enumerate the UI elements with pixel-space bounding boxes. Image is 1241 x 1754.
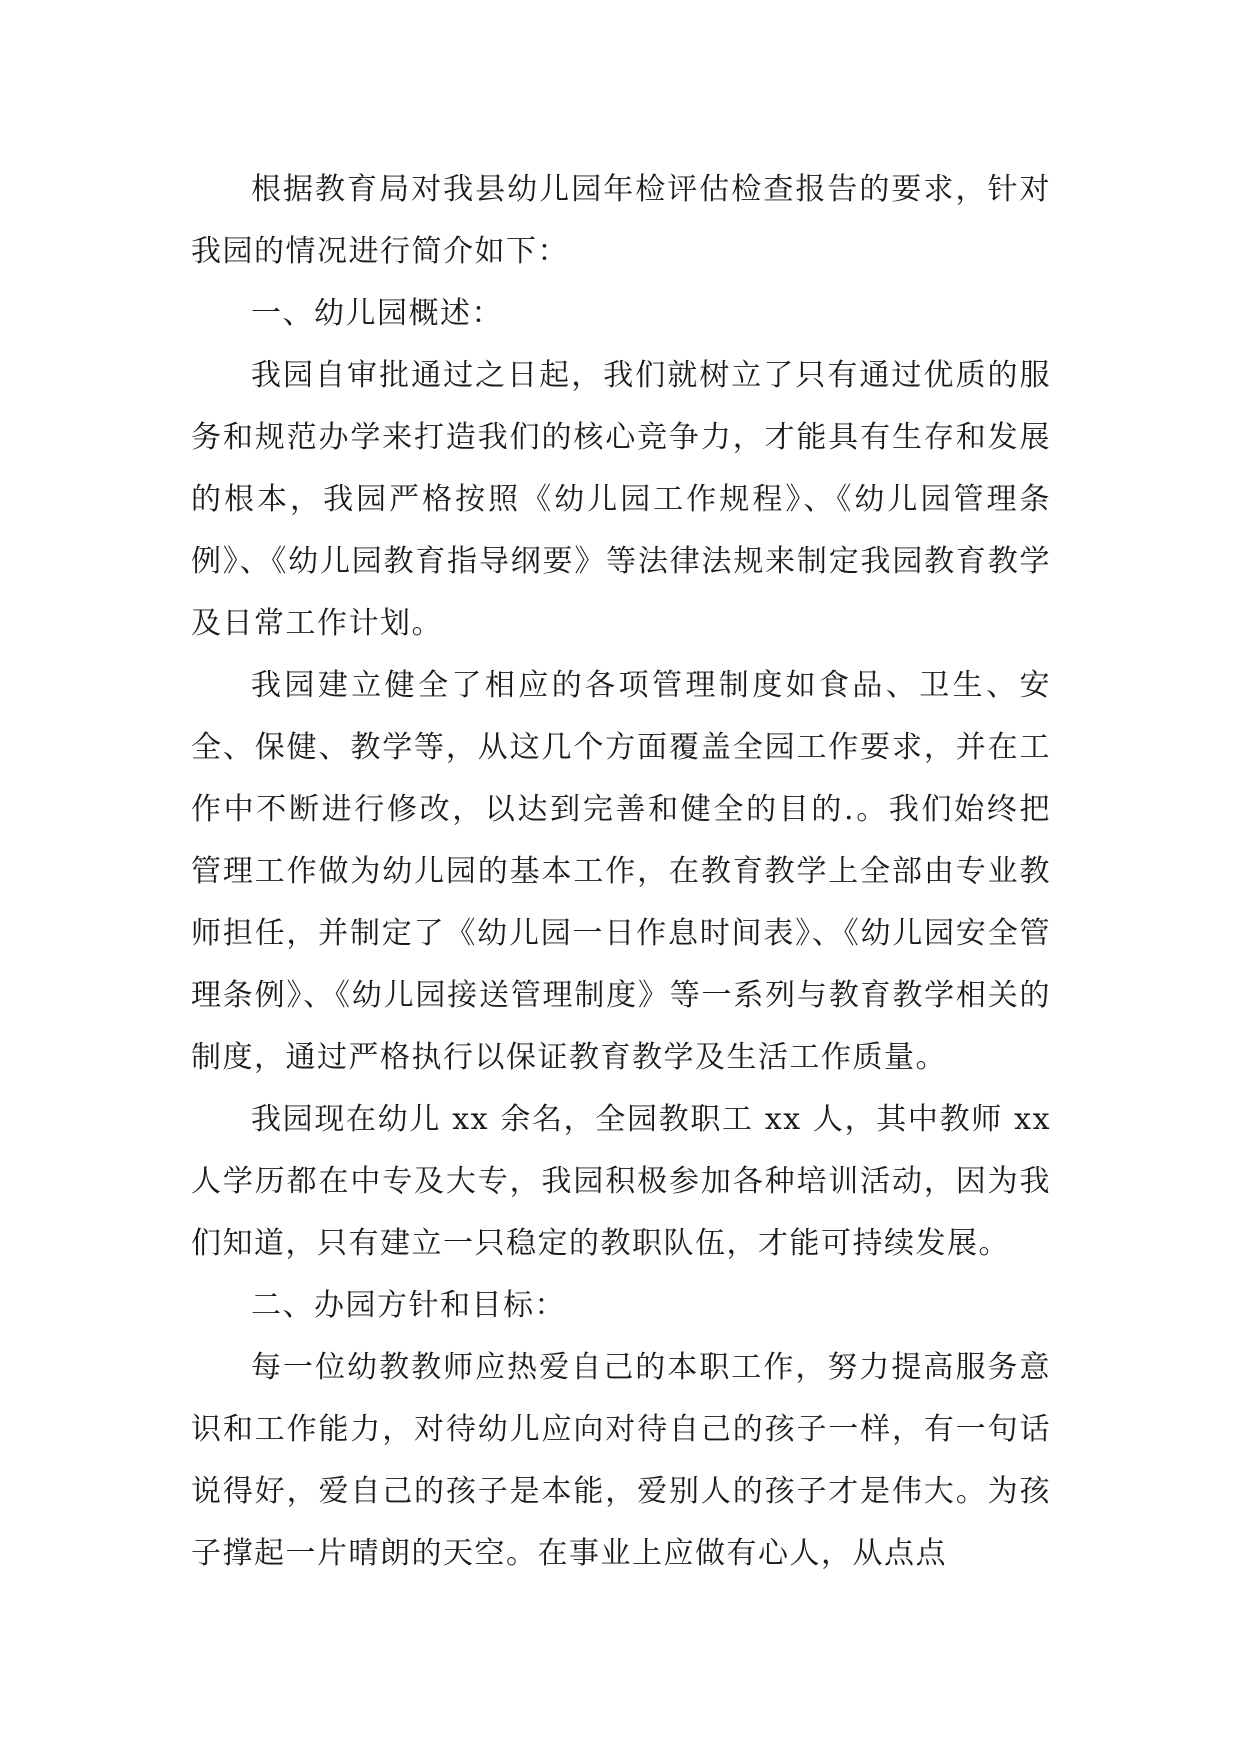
paragraph-policy: 每一位幼教教师应热爱自己的本职工作，努力提高服务意识和工作能力，对待幼儿应向对待自己的孩子一样，有一句话说得好，爱自己的孩子是本能，爱别人的孩子才是伟大。为孩子撑起一片晴朗的天空。在事业上应做有心人，从点点 — [191, 1350, 1051, 1571]
paragraph-staff: 我园现在幼儿 xx 余名，全园教职工 xx 人，其中教师 xx 人学历都在中专及大专，我园积极参加各种培训活动，因为我们知道，只有建立一只稳定的教职队伍，才能可持续发展。 — [191, 1102, 1051, 1261]
paragraph-intro: 根据教育局对我县幼儿园年检评估检查报告的要求，针对我园的情况进行简介如下： — [191, 172, 1051, 269]
paragraph-management: 我园建立健全了相应的各项管理制度如食品、卫生、安全、保健、教学等，从这几个方面覆盖全园工作要求，并在工作中不断进行修改，以达到完善和健全的目的.。我们始终把管理工作做为幼儿园的基本工作，在教育教学上全部由专业教师担任，并制定了《幼儿园一日作息时间表》、《幼儿园安全管理条例》、《幼儿园接送管理制度》等一系列与教育教学相关的制度，通过严格执行以保证教育教学及生活工作质量。 — [191, 668, 1051, 1075]
section-heading-overview: 一、幼儿园概述： — [251, 296, 503, 331]
paragraph-overview: 我园自审批通过之日起，我们就树立了只有通过优质的服务和规范办学来打造我们的核心竞争力，才能具有生存和发展的根本，我园严格按照《幼儿园工作规程》、《幼儿园管理条例》、《幼儿园教育指导纲要》等法律法规来制定我园教育教学及日常工作计划。 — [191, 358, 1051, 641]
document-body — [191, 159, 1051, 1585]
section-heading-policy: 二、办园方针和目标： — [251, 1288, 566, 1323]
